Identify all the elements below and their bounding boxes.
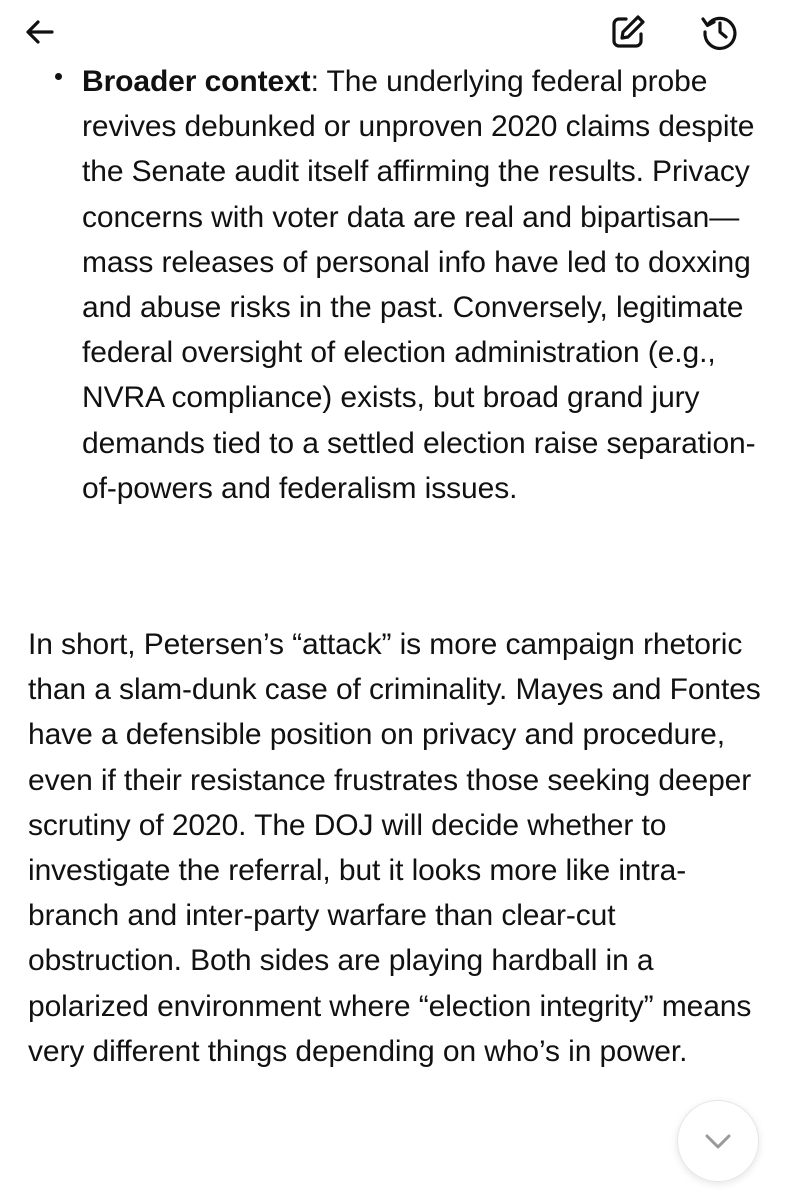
message-content [0,64,790,1199]
edit-icon [608,12,648,52]
arrow-left-icon [22,14,58,50]
top-bar [0,0,790,64]
edit-button[interactable] [604,8,652,56]
bullet-separator: : [310,65,327,98]
history-button[interactable] [696,8,744,56]
history-icon [699,11,741,53]
bullet-heading: Broader context [82,65,311,98]
summary-paragraph: In short, Petersen’s “attack” is more campaign rhetoric than a slam-dunk case of criminality. Mayes and Fontes have a defensible position on privacy and procedure, even if their resistance frustrates those seeking deeper scrutiny of 2020. The DOJ will decide whether to investigate the referral, but it looks more like intra-branch and inter-party warfare than clear-cut obstruction. Both sides are playing hardball in a polarized environment where “election integrity” means very different things depending on who’s in power. [28,628,761,1068]
back-button[interactable] [16,8,64,56]
chevron-down-icon [701,1124,735,1158]
bullet-text [82,64,772,511]
scroll-to-bottom-button[interactable] [677,1100,759,1182]
bullet-body: The underlying federal probe revives debunked or unproven 2020 claims despite the Senate audit itself affirming the results. Privacy concerns with voter data are real and bipartisan—mass releases of personal info have led to doxxing and abuse risks in the past. Conversely, legitimate federal oversight of election administration (e.g., NVRA compliance) exists, but broad grand jury demands tied to a settled election raise separation-of-powers and federalism issues. [82,65,756,505]
bullet-dot [55,73,62,80]
